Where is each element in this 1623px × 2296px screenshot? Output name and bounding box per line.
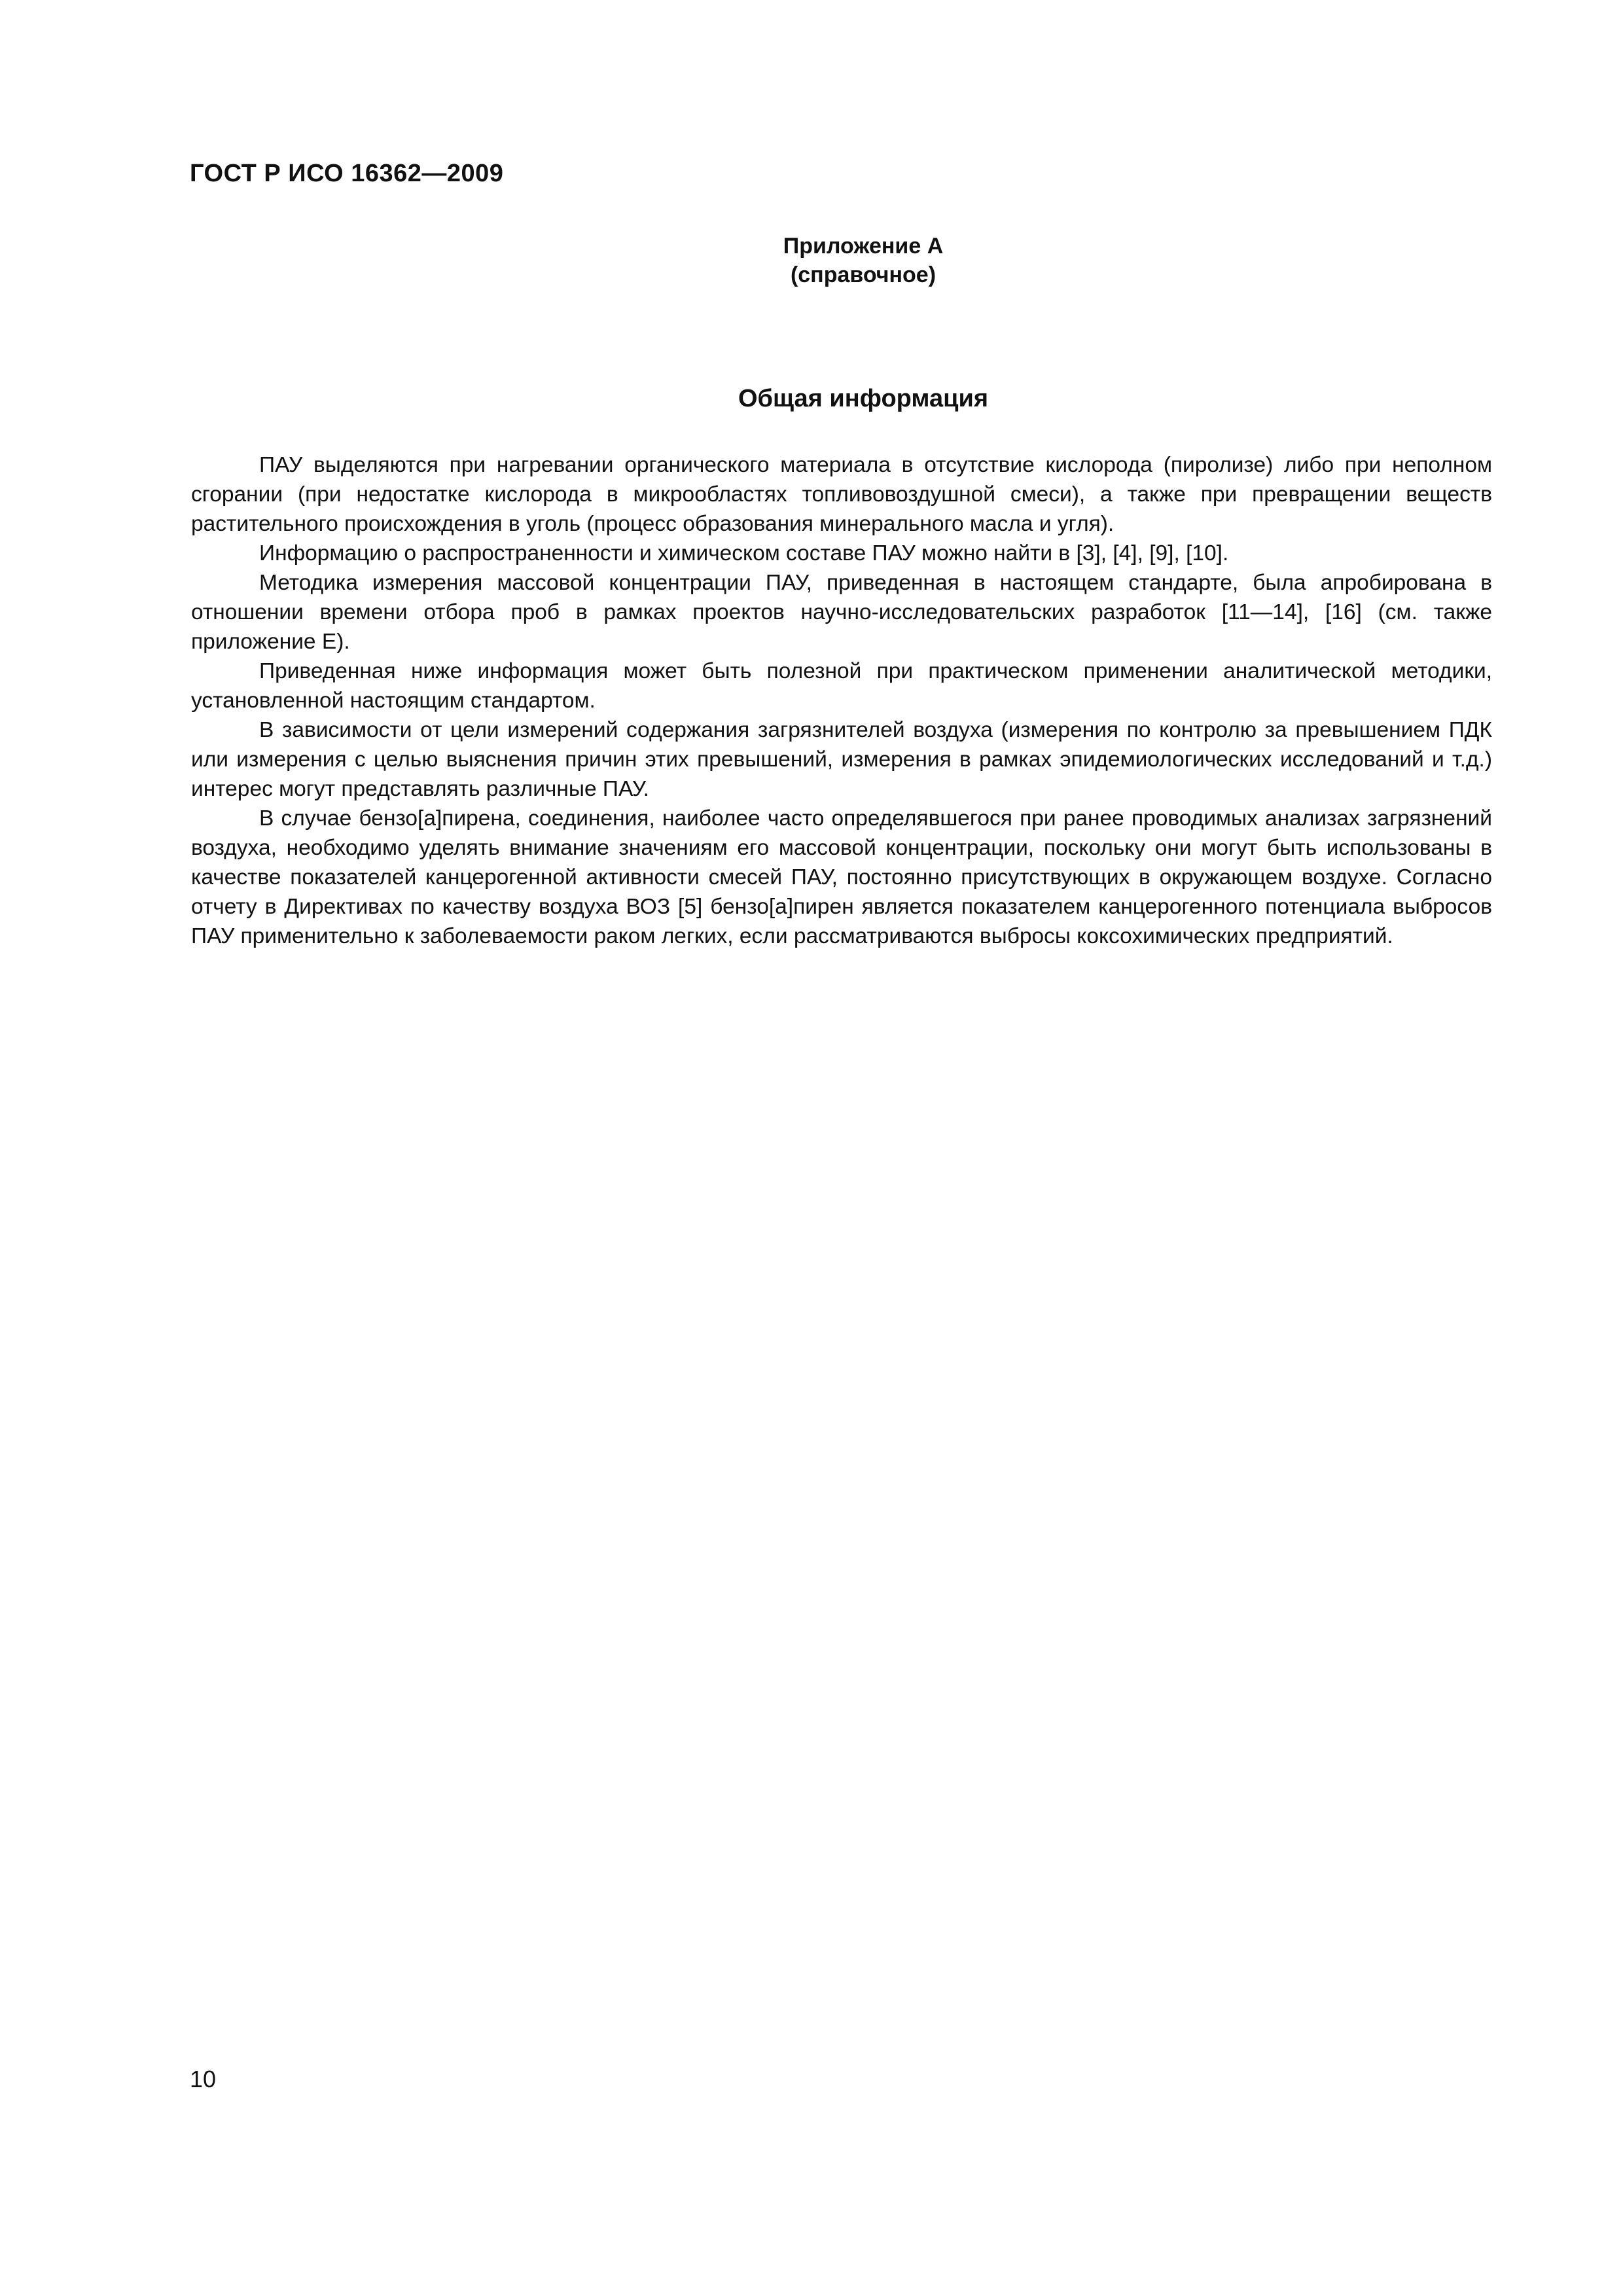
annex-heading [190, 232, 1499, 289]
body-text [191, 450, 1492, 951]
paragraph: Приведенная ниже информация может быть полезной при практическом применении аналитической методики, установленной настоящим стандартом. [191, 659, 1492, 713]
paragraph: Методика измерения массовой концентрации ПАУ, приведенная в настоящем стандарте, была апробирована в отношении времени отбора проб в рамках проектов научно-исследовательских разработок [11—14], [16] (см. также приложение Е). [191, 571, 1492, 654]
paragraph: ПАУ выделяются при нагревании органического материала в отсутствие кислорода (пиролизе) либо при неполном сгорании (при недостатке кислорода в микрообластях топливовоздушной смеси), а также при превращении веществ растительного происхождения в уголь (процесс образования минерального масла и угля). [191, 453, 1492, 536]
paragraph: В зависимости от цели измерений содержания загрязнителей воздуха (измерения по контролю за превышением ПДК или измерения с целью выяснения причин этих превышений, измерения в рамках эпидемиологических исследований и т.д.) интерес могут представлять различные ПАУ. [191, 718, 1492, 801]
annex-type: (справочное) [790, 262, 936, 287]
page-number: 10 [190, 2066, 217, 2092]
standard-id: ГОСТ Р ИСО 16362—2009 [190, 160, 504, 187]
paragraph: Информацию о распространенности и химическом составе ПАУ можно найти в [3], [4], [9], [10]. [259, 541, 1229, 565]
paragraph: В случае бензо[а]пирена, соединения, наиболее часто определявшегося при ранее проводимых анализах загрязнений воздуха, необходимо уделять внимание значениям его массовой концентрации, поскольку они могут быть использованы в качестве показателей канцерогенной активности смесей ПАУ, постоянно присутствующих в окружающем воздухе. Согласно отчету в Директивах по качеству воздуха ВОЗ [5] бензо[а]пирен является показателем канцерогенного потенциала выбросов ПАУ применительно к заболеваемости раком легких, если рассматриваются выбросы коксохимических предприятий. [191, 806, 1492, 948]
annex-title: Приложение А [783, 234, 944, 259]
section-title: Общая информация [738, 385, 989, 412]
